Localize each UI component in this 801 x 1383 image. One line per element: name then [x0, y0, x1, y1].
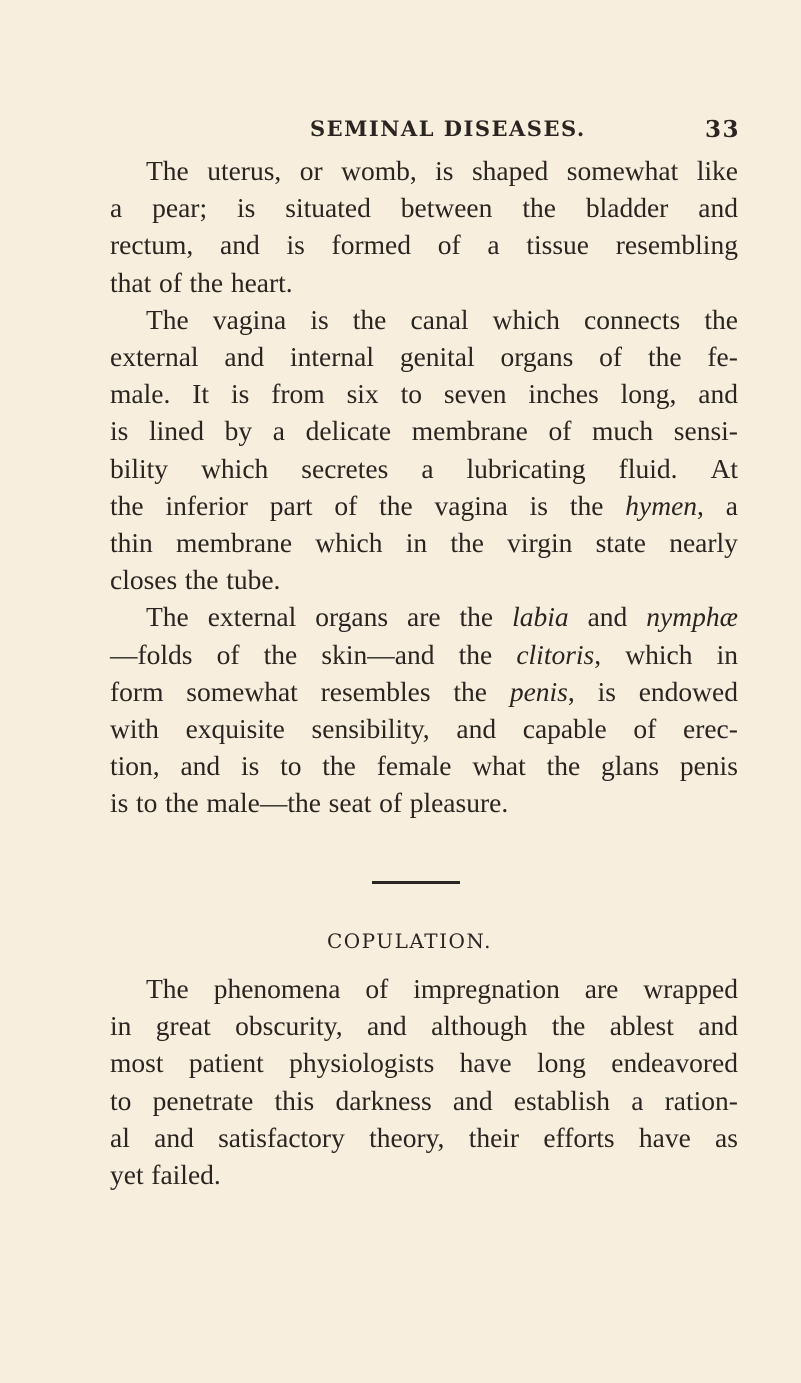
paragraph-2-line	[110, 563, 738, 597]
word: establish	[513, 1084, 611, 1116]
word: vagina	[212, 303, 287, 335]
word: of	[365, 973, 389, 1004]
word: the	[352, 303, 387, 335]
section-heading: COPULATION.	[326, 929, 492, 953]
paragraph-3-line	[110, 786, 738, 820]
word: tissue	[526, 229, 589, 261]
word: have	[459, 1047, 512, 1079]
word: the	[110, 489, 144, 521]
word: part	[269, 489, 313, 521]
word: bladder	[585, 192, 669, 224]
word: resembling	[615, 229, 738, 261]
word: secretes	[301, 452, 389, 484]
word: a	[421, 452, 434, 484]
word: fluid.	[618, 452, 678, 484]
word: is	[597, 675, 616, 707]
word: and	[456, 713, 497, 744]
word: which	[201, 452, 269, 484]
word: physiologists	[289, 1047, 435, 1079]
paragraph-1-line	[110, 266, 738, 300]
word: fe-	[707, 341, 738, 372]
section-paragraph-line	[146, 972, 738, 1006]
word: by	[224, 415, 253, 447]
word: glans	[600, 750, 660, 782]
word: although	[431, 1010, 528, 1042]
paragraph-2-line	[146, 303, 738, 337]
running-head	[100, 116, 740, 146]
word: inferior	[165, 489, 248, 521]
word: lubricating	[466, 452, 586, 484]
word: male.	[110, 378, 171, 410]
word: The	[146, 155, 189, 186]
word: the	[184, 564, 219, 596]
word: seven	[443, 378, 507, 410]
word: womb,	[341, 155, 417, 186]
word: six	[346, 378, 379, 410]
word: to	[400, 378, 422, 410]
word: male—the	[206, 787, 321, 819]
word: nymphæ	[646, 601, 738, 633]
word: nearly	[669, 527, 738, 558]
word: is	[435, 155, 454, 186]
word: the	[647, 341, 682, 372]
word: virgin	[507, 527, 573, 558]
word: The	[146, 973, 189, 1004]
word: and	[219, 229, 260, 261]
word: the	[322, 750, 356, 782]
paragraph-1-line	[110, 228, 738, 262]
word: ablest	[609, 1010, 674, 1042]
section-divider-rule	[372, 881, 460, 884]
word: a	[272, 415, 285, 447]
word: theory,	[369, 1121, 445, 1153]
word: much	[592, 415, 654, 447]
word: of	[599, 341, 623, 372]
section-paragraph-line	[110, 1009, 738, 1043]
word: erec-	[682, 713, 738, 744]
word: in	[716, 638, 738, 670]
word: is	[240, 750, 260, 782]
word: and	[698, 378, 738, 410]
paragraph-2-line	[110, 377, 738, 411]
word: membrane	[176, 527, 293, 558]
word: thin	[110, 527, 153, 558]
word: pear;	[152, 192, 208, 224]
word: connects	[584, 303, 681, 335]
word: a	[631, 1084, 644, 1116]
word: exquisite	[185, 713, 285, 744]
word: of	[379, 787, 403, 819]
word: darkness	[335, 1084, 432, 1116]
word: a	[725, 489, 738, 521]
word: is	[529, 489, 548, 521]
word: is	[310, 303, 329, 335]
word: the	[704, 303, 738, 335]
word: to	[280, 750, 302, 782]
paragraph-3-line	[146, 600, 738, 634]
word: It	[192, 378, 210, 410]
word: sensi-	[673, 415, 738, 447]
word: the	[379, 489, 413, 521]
word: membrane	[411, 415, 528, 447]
word: their	[468, 1121, 520, 1153]
word: is	[230, 378, 250, 410]
running-title: SEMINAL DISEASES.	[310, 116, 586, 141]
paragraph-1-line	[110, 191, 738, 225]
word: labia	[512, 601, 569, 633]
section-paragraph-line	[110, 1121, 738, 1155]
word: and	[587, 601, 628, 633]
word: a	[110, 192, 123, 224]
paragraph-2-line	[110, 340, 738, 374]
word: delicate	[305, 415, 392, 447]
word: organs	[315, 601, 389, 633]
word: the	[458, 638, 493, 670]
word: and	[224, 341, 265, 372]
word: are	[407, 601, 441, 633]
word: clitoris,	[516, 638, 602, 670]
word: lined	[148, 415, 204, 447]
paragraph-2-line	[110, 452, 738, 486]
word: of	[158, 266, 182, 298]
section-paragraph-line	[110, 1158, 738, 1192]
word: wrapped	[643, 973, 738, 1004]
word: like	[696, 155, 738, 186]
word: the	[569, 489, 604, 521]
word: ration-	[664, 1084, 738, 1116]
word: obscurity,	[235, 1010, 343, 1042]
word: long	[536, 1047, 586, 1079]
word: endowed	[638, 675, 738, 707]
word: uterus,	[207, 155, 282, 186]
word: internal	[289, 341, 374, 372]
word: penetrate	[152, 1084, 254, 1116]
word: form	[110, 675, 164, 707]
word: female	[376, 750, 452, 782]
word: the	[189, 266, 224, 298]
paragraph-2-line	[110, 526, 738, 560]
word: is	[110, 787, 129, 819]
word: the	[522, 192, 556, 224]
word: the	[450, 527, 484, 558]
word: penis	[679, 750, 738, 782]
word: of	[548, 415, 572, 447]
word: which	[625, 638, 693, 670]
word: what	[472, 750, 526, 782]
word: and	[180, 750, 221, 782]
word: as	[715, 1121, 738, 1153]
word: formed	[331, 229, 411, 261]
paragraph-1-line	[146, 154, 738, 188]
word: state	[595, 527, 646, 558]
word: this	[274, 1084, 315, 1116]
word: pleasure.	[409, 787, 509, 819]
word: external	[110, 341, 199, 372]
word: tube.	[226, 564, 281, 596]
paragraph-3-line	[110, 712, 738, 746]
word: rectum,	[110, 229, 194, 261]
word: with	[110, 713, 159, 744]
word: vagina	[434, 489, 508, 521]
word: capable	[522, 713, 607, 744]
word: to	[110, 1084, 132, 1116]
word: impregnation	[413, 973, 560, 1004]
word: the	[551, 1010, 586, 1042]
word: seat	[328, 787, 372, 819]
word: external	[207, 601, 297, 633]
word: the	[459, 601, 494, 633]
word: of	[437, 229, 461, 261]
word: skin—and	[321, 638, 435, 670]
word: of	[633, 713, 657, 744]
word: and	[698, 1010, 738, 1042]
word: genital	[399, 341, 475, 372]
word: most	[110, 1047, 164, 1079]
word: great	[155, 1010, 211, 1042]
word: situated	[285, 192, 371, 224]
word: —folds	[110, 638, 193, 670]
word: the	[165, 787, 199, 819]
section-paragraph-line	[110, 1084, 738, 1118]
word: heart.	[230, 266, 293, 298]
section-paragraph-line	[110, 1046, 738, 1080]
word: yet	[110, 1159, 144, 1190]
word: is	[110, 415, 129, 447]
word: of	[334, 489, 358, 521]
word: that	[110, 266, 152, 298]
word: a	[487, 229, 500, 261]
word: from	[271, 378, 325, 410]
word: At	[710, 452, 738, 484]
word: have	[638, 1121, 691, 1153]
word: inches	[528, 378, 599, 410]
word: is	[286, 229, 305, 261]
word: sensibility,	[311, 713, 430, 744]
word: the	[546, 750, 581, 782]
word: which	[315, 527, 383, 558]
word: long,	[620, 378, 677, 410]
word: tion,	[110, 750, 160, 782]
word: are	[584, 973, 619, 1004]
page-number: 33	[704, 116, 740, 143]
word: which	[492, 303, 560, 335]
paragraph-3-line	[110, 749, 738, 783]
word: or	[299, 155, 323, 186]
word: somewhat	[566, 155, 679, 186]
word: al	[110, 1121, 130, 1153]
word: of	[216, 638, 240, 670]
word: and	[366, 1010, 407, 1042]
word: efforts	[543, 1121, 615, 1153]
paragraph-3-line	[110, 675, 738, 709]
word: somewhat	[186, 675, 298, 707]
paragraph-2-line	[110, 489, 738, 523]
word: closes	[110, 564, 178, 596]
word: to	[136, 787, 158, 819]
word: The	[146, 303, 189, 335]
word: endeavored	[611, 1047, 738, 1079]
word: phenomena	[213, 973, 341, 1004]
word: patient	[188, 1047, 264, 1079]
word: satisfactory	[218, 1121, 345, 1153]
word: shaped	[471, 155, 549, 186]
paragraph-3-line	[110, 638, 738, 672]
word: and	[698, 192, 738, 224]
word: is	[237, 192, 256, 224]
word: failed.	[151, 1159, 221, 1190]
word: hymen,	[625, 489, 704, 521]
word: resembles	[320, 675, 431, 707]
word: in	[405, 527, 428, 558]
word: penis,	[509, 675, 575, 707]
word: The	[146, 601, 189, 633]
word: in	[110, 1010, 132, 1042]
paragraph-2-line	[110, 414, 738, 448]
word: the	[453, 675, 487, 707]
word: and	[452, 1084, 493, 1116]
word: organs	[500, 341, 574, 372]
word: and	[154, 1121, 194, 1153]
word: canal	[410, 303, 469, 335]
word: between	[400, 192, 493, 224]
word: the	[263, 638, 298, 670]
word: bility	[110, 452, 169, 484]
